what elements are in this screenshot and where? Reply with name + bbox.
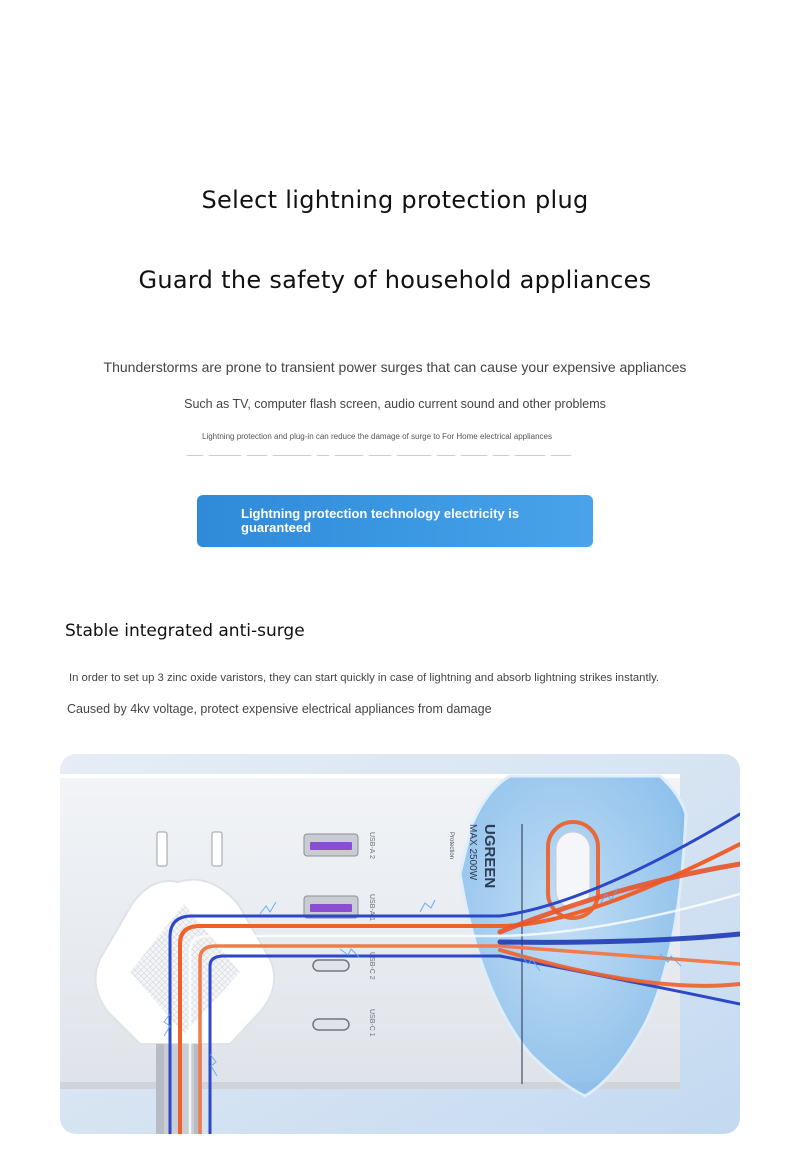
power-rating-text: MAX 2500W	[467, 824, 478, 881]
port-label-usb-a-1: USB-A 1	[368, 894, 375, 921]
protection-label: Protection	[448, 832, 454, 860]
port-label-usb-c-2: USB-C 2	[368, 952, 375, 980]
section-title: Stable integrated anti-surge	[65, 621, 305, 641]
port-label-usb-c-1: USB-C 1	[368, 1009, 375, 1037]
feature-banner	[197, 495, 593, 547]
power-strip-illustration	[60, 754, 740, 1134]
page-title: Select lightning protection plug	[201, 186, 589, 214]
section-line-1: In order to set up 3 zinc oxide varistors, they can start quickly in case of lightning and absorb lightning strikes instantly.	[69, 672, 660, 684]
intro-line-1: Thunderstorms are prone to transient power surges that can cause your expensive appliances	[103, 359, 687, 375]
faded-text-remnant	[186, 446, 614, 456]
port-label-usb-a-2: USB-A 2	[368, 832, 375, 859]
product-image	[60, 754, 740, 1134]
page-subtitle: Guard the safety of household appliances	[138, 266, 652, 294]
section-line-2: Caused by 4kv voltage, protect expensive electrical appliances from damage	[67, 702, 492, 716]
feature-banner-text: Lightning protection technology electricity is guaranteed	[241, 506, 520, 535]
intro-line-3: Lightning protection and plug-in can reduce the damage of surge to For Home electrical appliances	[202, 432, 552, 441]
intro-line-2: Such as TV, computer flash screen, audio current sound and other problems	[184, 397, 606, 411]
brand-logo-text: UGREEN	[481, 824, 498, 889]
